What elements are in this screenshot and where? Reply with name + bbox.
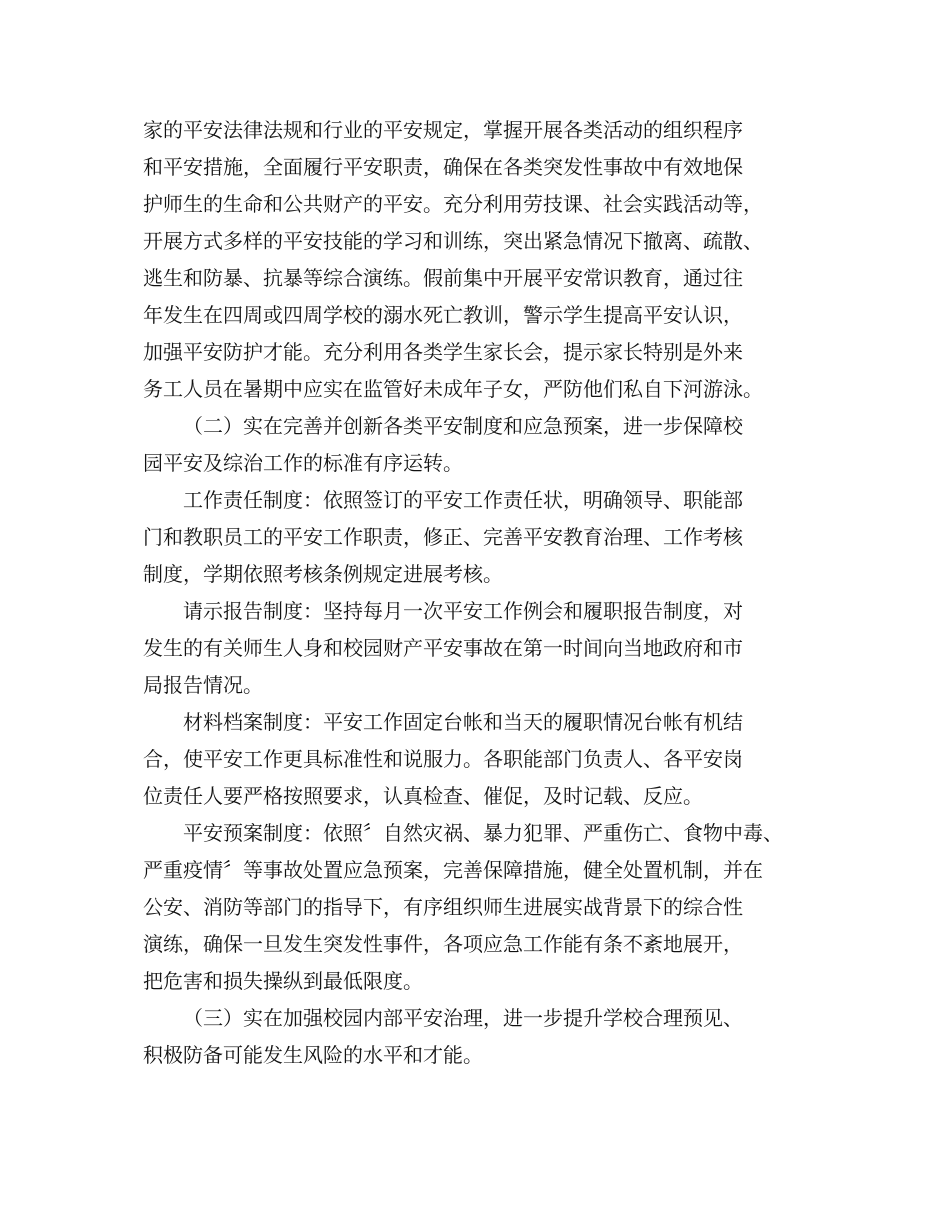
body-text-line: 务工人员在暑期中应实在监管好未成年子女，严防他们私自下河游泳。	[143, 377, 763, 401]
body-text-line: 制度，学期依照考核条例规定进展考核。	[143, 562, 503, 586]
body-text-line: 加强平安防护才能。充分利用各类学生家长会，提示家长特别是外来	[143, 340, 743, 364]
section-heading-line: （三）实在加强校园内部平安治理，进一步提升学校合理预见、	[183, 1006, 743, 1030]
body-text-line: 门和教职员工的平安工作职责，修正、完善平安教育治理、工作考核	[143, 525, 743, 549]
section-heading-line: （二）实在完善并创新各类平安制度和应急预案，进一步保障校	[183, 414, 743, 438]
body-text-line: 逃生和防暴、抗暴等综合演练。假前集中开展平安常识教育，通过往	[143, 266, 743, 290]
body-text-line: 公安、消防等部门的指导下，有序组织师生进展实战背景下的综合性	[143, 895, 743, 919]
body-text-line: 合，使平安工作更具标准性和说服力。各职能部门负责人、各平安岗	[143, 747, 743, 771]
body-text-line: 发生的有关师生人身和校园财产平安事故在第一时间向当地政府和市	[143, 636, 743, 660]
body-text-line: 家的平安法律法规和行业的平安规定，掌握开展各类活动的组织程序	[143, 118, 743, 142]
section-heading-line: 积极防备可能发生风险的水平和才能。	[143, 1043, 483, 1067]
body-text-line: 位责任人要严格按照要求，认真检查、催促，及时记载、反应。	[143, 784, 703, 808]
paragraph-first-line: 请示报告制度：坚持每月一次平安工作例会和履职报告制度，对	[183, 599, 743, 623]
paragraph-first-line: 工作责任制度：依照签订的平安工作责任状，明确领导、职能部	[183, 488, 743, 512]
body-text-line: 演练，确保一旦发生突发性事件，各项应急工作能有条不紊地展开，	[143, 932, 743, 956]
body-text-line: 开展方式多样的平安技能的学习和训练，突出紧急情况下撤离、疏散、	[143, 229, 763, 253]
paragraph-first-line: 平安预案制度：依照〞自然灾祸、暴力犯罪、严重伤亡、食物中毒、	[183, 821, 783, 845]
paragraph-first-line: 材料档案制度：平安工作固定台帐和当天的履职情况台帐有机结	[183, 710, 743, 734]
body-text-line: 年发生在四周或四周学校的溺水死亡教训，警示学生提高平安认识，	[143, 303, 743, 327]
body-text-line: 把危害和损失操纵到最低限度。	[143, 969, 423, 993]
section-heading-line: 园平安及综治工作的标准有序运转。	[143, 451, 463, 475]
body-text-line: 局报告情况。	[143, 673, 263, 697]
body-text-line: 护师生的生命和公共财产的平安。充分利用劳技课、社会实践活动等，	[143, 192, 763, 216]
body-text-line: 严重疫情〞等事故处置应急预案，完善保障措施，健全处置机制，并在	[143, 858, 763, 882]
body-text-line: 和平安措施，全面履行平安职责，确保在各类突发性事故中有效地保	[143, 155, 743, 179]
